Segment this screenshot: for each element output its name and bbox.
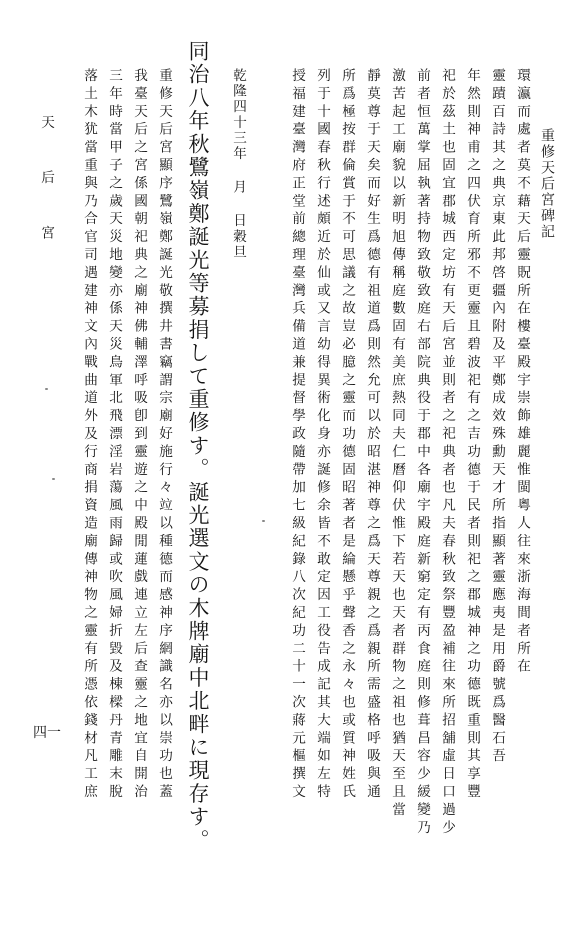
- second-inscription-column-2: 我臺天后之宮係國朝祀典之廟神佛輔澤呼吸卽到靈遊之中殿閒蓮戲連立左后查靈之地宜自開治: [131, 68, 147, 802]
- margin-label: 天 后 宮: [38, 115, 54, 253]
- inscription-column-5: 前者恒萬掌屈執著持物致敬致庭右部院典役于郡中各廟宇殿庭新窮定有丙食庭則修葺昌容少緩變乃: [414, 68, 430, 838]
- modern-note-heading: 同治八年秋鷺嶺鄭誕光等募捐して重修す。誕光選文の木牌廟中北畔に現存す。: [186, 40, 210, 852]
- inscription-column-10: 授福建臺灣府正堂前總理臺灣兵備道兼提督學政隨帶加七級紀錄八次紀功二十一次蔣元樞撰文: [289, 68, 305, 802]
- inscription-column-9: 列于十國春秋行述頗近於仙或又言幼得異術化身亦誕修余皆不敢定因工役告成記其大端如左特: [314, 68, 330, 802]
- second-inscription-column-1: 重修天后宮顯序鷺嶺鄭誕光敬撰井書竊謂宗廟好施行々竝以種德而感神序網識名亦以崇功也蓋: [156, 68, 172, 802]
- second-inscription-column-3: 三年時當甲子之歲天災地變亦係天災鳥軍北飛漂淫岩蕩風雨歸或吹風婦折毀及棟樑丹青雕末脫: [106, 68, 122, 802]
- signature-date-column: [228, 68, 248, 868]
- inscription-column-3: 年然則神甫之四伏育所邪不更靈且碧波祀有之吉功德于民者則祀之郡城神之功德既重則其享豐: [464, 68, 480, 802]
- inscription-column-1: 環瀛而處者莫不藉天后靈貺所在樓臺殿宇崇飾雄麗惟閩粵人往來浙海間者所在: [514, 68, 530, 677]
- signature-date: 乾隆四十三年: [230, 68, 246, 162]
- second-inscription-column-4: 落土木犹當重與乃合官司遇建神文內戰曲道外及行商捐資造廟傳神物之靈有所憑依錢材凡工庶: [81, 68, 97, 802]
- inscription-title: 重修天后宮碑記: [539, 128, 555, 240]
- page-number: 四一: [33, 725, 61, 741]
- signature-month: 月: [230, 179, 246, 196]
- inscription-column-7: 靜莫尊于天矣而好生爲德有祖道爲則然允可以於昭湛神尊之爲天尊親之爲親所需盛格呼吸與通: [364, 68, 380, 802]
- inscription-column-2: 靈蹟百詩其之典京東此邦啓疆內附及平鄭成效殊勳天才所指顯著靈應夷是用爵號爲醫石吾: [489, 68, 505, 767]
- inscription-column-6: 激苦起工廟貌以新明旭傳稱庭數固有美庶熱同夫仁曆仰伏惟下若天也天者群物之祖也猶天至且當: [389, 68, 405, 820]
- scan-speck: [262, 520, 265, 522]
- scan-speck: [45, 388, 48, 390]
- inscription-column-4: 祀於茲土也固宜郡城西定坊有天后宮並則者之祀典者也凡夫春秋致祭豐盈補往來所招舖虛日口過少: [439, 68, 455, 838]
- scan-speck: [52, 478, 55, 480]
- inscription-column-8: 所爲極按群倫賞于不可思議之故豈必臆之靈而功德固昭著者是綸懸乎聲香之永々也或質神姓氏: [339, 68, 355, 802]
- signature-day: 日穀旦: [230, 213, 246, 261]
